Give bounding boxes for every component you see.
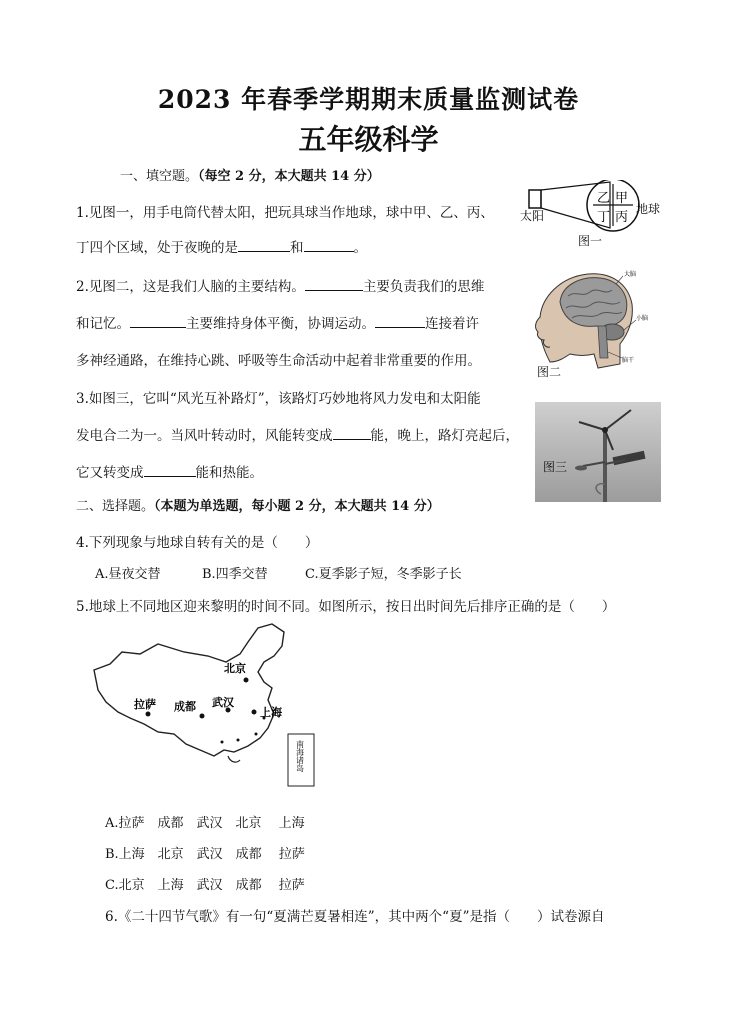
fig2-label-cerebrum: 大脑 xyxy=(624,271,637,278)
q4-option-a[interactable]: A.昼夜交替 xyxy=(95,567,161,582)
q1-blank-1[interactable] xyxy=(238,239,290,252)
figure3-street-lamp-photo xyxy=(535,402,661,502)
q4-option-c[interactable]: C.夏季影子短，冬季影子长 xyxy=(305,567,462,582)
exam-title: 2023 年春季学期期末质量监测试卷 xyxy=(157,85,580,114)
quadrant-br: 丙 xyxy=(615,210,629,225)
q2-text-c: 和记忆。 xyxy=(76,316,130,332)
section1-heading xyxy=(120,165,380,184)
q3-line3 xyxy=(76,461,263,481)
china-outline xyxy=(94,624,284,756)
q3-line2 xyxy=(76,424,519,444)
city-beijing: 北京 xyxy=(224,662,246,675)
city-chengdu: 成都 xyxy=(174,700,196,713)
q5-option-b[interactable]: B.上海 北京 武汉 成都 拉萨 xyxy=(105,847,305,862)
quadrant-tl: 乙 xyxy=(597,191,611,206)
q2-text-a: 2.见图二，这是我们人脑的主要结构。 xyxy=(76,279,305,295)
section1-title: 一、填空题。 xyxy=(120,169,199,184)
q5-stem: 5.地球上不同地区迎来黎明的时间不同。如图所示，按日出时间先后排序正确的是（ ） xyxy=(76,599,616,615)
q2-line1 xyxy=(76,275,484,295)
flashlight-body xyxy=(529,190,541,208)
fig2-label-brainstem: 脑干 xyxy=(622,357,635,364)
q5-option-c[interactable]: C.北京 上海 武汉 成都 拉萨 xyxy=(105,878,305,893)
q1-text-c: 。 xyxy=(353,240,367,256)
q2-text-e: 连接着许 xyxy=(425,316,479,332)
section2-note: （本题为单选题，每小题 2 分，本大题共 14 分） xyxy=(154,499,440,514)
q1-text-b: 和 xyxy=(290,240,304,256)
q3-blank-2[interactable] xyxy=(144,464,196,477)
q4-stem: 4.下列现象与地球自转有关的是（ ） xyxy=(76,535,319,551)
q2-line3: 多神经通路，在维持心跳、呼吸等生命活动中起着非常重要的作用。 xyxy=(76,353,481,369)
q2-blank-3[interactable] xyxy=(375,315,425,328)
city-shanghai: 上海 xyxy=(260,706,282,719)
quadrant-bl: 丁 xyxy=(597,210,611,225)
q4-option-b[interactable]: B.四季交替 xyxy=(202,567,268,582)
inset-south-china-sea: 南海诸岛 xyxy=(295,740,305,772)
q3-line1: 3.如图三，它叫“风光互补路灯”，该路灯巧妙地将风力发电和太阳能 xyxy=(76,391,481,407)
q1-line2 xyxy=(76,236,367,256)
fig1-earth-label: 地球 xyxy=(636,202,661,216)
section1-note: （每空 2 分，本大题共 14 分） xyxy=(198,169,380,184)
city-wuhan: 武汉 xyxy=(212,696,234,709)
q3-blank-1[interactable] xyxy=(333,427,371,440)
figure2-brain-diagram xyxy=(520,262,660,374)
quadrant-tr: 甲 xyxy=(615,191,629,206)
q3-text-b: 能，晚上，路灯亮起后， xyxy=(370,428,519,444)
q2-blank-1[interactable] xyxy=(305,278,363,291)
city-lhasa: 拉萨 xyxy=(134,698,156,711)
q2-line2 xyxy=(76,312,479,332)
china-map xyxy=(88,622,328,792)
exam-subtitle: 五年级科学 xyxy=(298,123,439,156)
q2-text-d: 主要维持身体平衡，协调运动。 xyxy=(186,316,375,332)
q5-option-a[interactable]: A.拉萨 成都 武汉 北京 上海 xyxy=(105,816,305,831)
q3-text-d: 能和热能。 xyxy=(195,465,263,481)
fig2-label-cerebellum: 小脑 xyxy=(636,315,649,322)
fig1-caption: 图一 xyxy=(578,234,603,248)
q1-line1: 1.见图一，用手电筒代替太阳，把玩具球当作地球，球中甲、乙、丙、 xyxy=(76,205,494,221)
section2-title: 二、选择题。 xyxy=(76,499,155,514)
q3-text-a: 发电合二为一。当风叶转动时，风能转变成 xyxy=(76,428,333,444)
fig1-sun-label: 太阳 xyxy=(520,209,545,223)
q2-blank-2[interactable] xyxy=(130,315,186,328)
q2-text-b: 主要负责我们的思维 xyxy=(362,279,485,295)
section2-heading xyxy=(76,495,440,514)
q3-text-c: 它又转变成 xyxy=(76,465,144,481)
q6-stem: 6.《二十四节气歌》有一句“夏满芒夏暑相连”，其中两个“夏”是指（ ）试卷源自 xyxy=(105,909,605,925)
fig2-caption: 图二 xyxy=(537,365,562,379)
q1-text-a: 丁四个区域，处于夜晚的是 xyxy=(76,240,238,256)
q1-blank-2[interactable] xyxy=(304,239,354,252)
fig3-caption: 图三 xyxy=(543,460,568,474)
